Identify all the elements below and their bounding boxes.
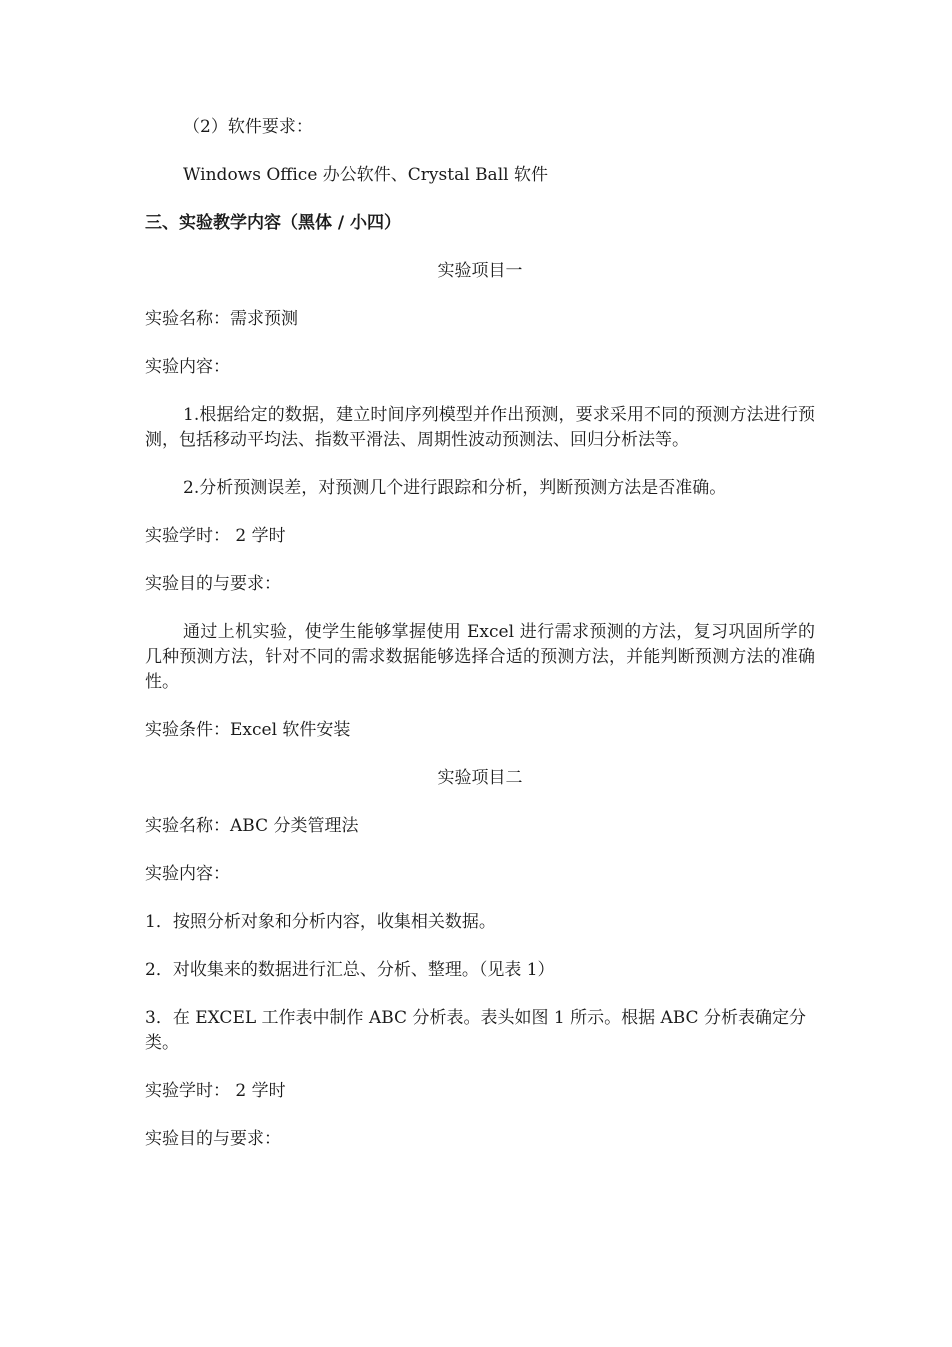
project-2-title: 实验项目二: [437, 768, 523, 788]
project-1-conditions: 实验条件：Excel 软件安装: [145, 720, 351, 740]
project-1-item-2: 2.分析预测误差，对预测几个进行跟踪和分析，判断预测方法是否准确。: [183, 478, 727, 498]
project-2-hours: 实验学时： 2 学时: [145, 1081, 286, 1101]
project-1-title: 实验项目一: [437, 261, 523, 281]
section-heading: 三、实验教学内容（黑体 / 小四）: [145, 213, 402, 233]
software-requirement-content: Windows Office 办公软件、Crystal Ball 软件: [183, 165, 548, 185]
project-2-goal-label: 实验目的与要求：: [145, 1129, 281, 1149]
project-2-name: 实验名称：ABC 分类管理法: [145, 816, 359, 836]
software-requirement-label: （2）软件要求：: [183, 117, 313, 137]
project-2-content-label: 实验内容：: [145, 864, 230, 884]
project-1-goal-label: 实验目的与要求：: [145, 574, 281, 594]
project-2-item-3: 3．在 EXCEL 工作表中制作 ABC 分析表。表头如图 1 所示。根据 ABC 分析表确定分类。: [145, 1008, 806, 1053]
project-1-hours: 实验学时： 2 学时: [145, 526, 286, 546]
project-1-goal-text: 通过上机实验，使学生能够掌握使用 Excel 进行需求预测的方法，复习巩固所学的几种预测方法，针对不同的需求数据能够选择合适的预测方法，并能判断预测方法的准确性。: [145, 622, 815, 692]
project-2-item-2: 2．对收集来的数据进行汇总、分析、整理。（见表 1）: [145, 960, 555, 980]
project-2-item-1: 1．按照分析对象和分析内容，收集相关数据。: [145, 912, 496, 932]
project-1-name: 实验名称：需求预测: [145, 309, 298, 329]
project-1-content-label: 实验内容：: [145, 357, 230, 377]
project-1-item-1: 1.根据给定的数据，建立时间序列模型并作出预测，要求采用不同的预测方法进行预测，包括移动平均法、指数平滑法、周期性波动预测法、回归分析法等。: [145, 405, 815, 450]
